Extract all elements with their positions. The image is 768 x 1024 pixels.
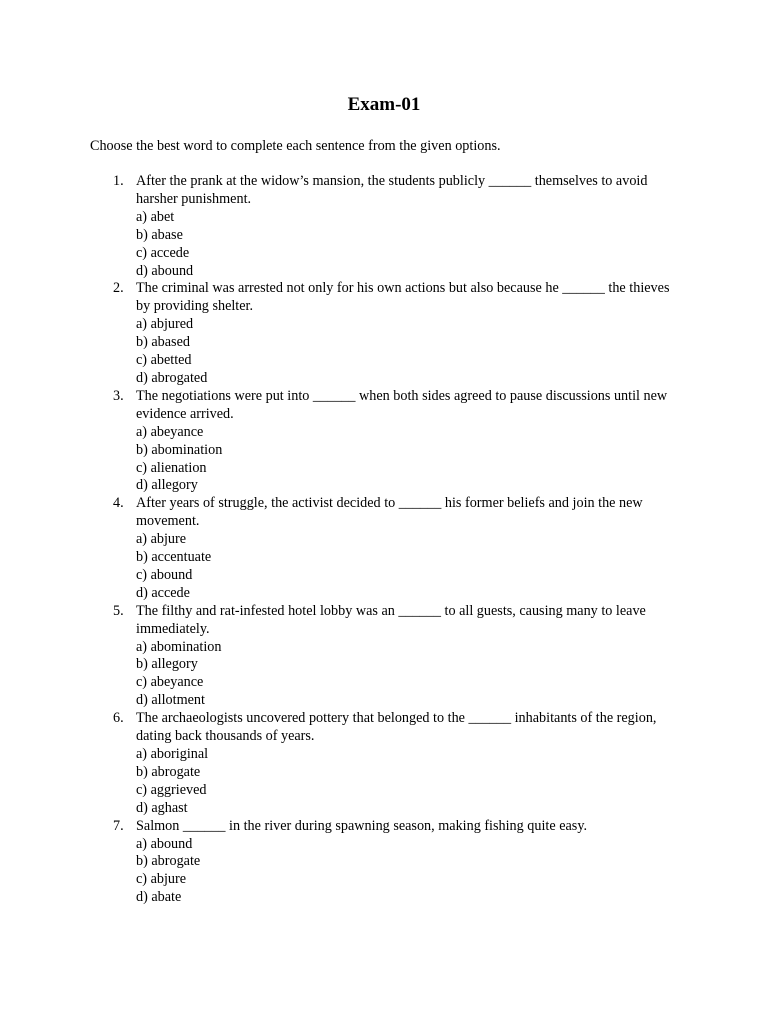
question-item [0, 818, 768, 908]
option-a: a) abjured [136, 316, 194, 333]
option-list [136, 746, 682, 818]
option-c: c) abeyance [136, 674, 204, 691]
option-d: d) abrogated [136, 369, 208, 386]
question-text: After the prank at the widow’s mansion, the students publicly ______ themselves to avoid harsher punishment. [136, 173, 648, 207]
option-b: b) abase [136, 226, 183, 243]
option-d: d) accede [136, 584, 190, 601]
option-c: c) abetted [136, 352, 192, 369]
question-body [136, 173, 682, 280]
instructions-text: Choose the best word to complete each sentence from the given options. [90, 138, 501, 154]
option-d: d) allegory [136, 477, 198, 494]
option-b: b) allegory [136, 656, 198, 673]
option-a: a) abeyance [136, 423, 204, 440]
option-a: a) abound [136, 835, 193, 852]
option-c: c) abjure [136, 871, 187, 888]
option-d: d) abound [136, 262, 194, 279]
option-b: b) abased [136, 334, 190, 351]
option-list [136, 531, 682, 603]
question-number: 7. [113, 817, 124, 834]
question-body [136, 495, 682, 602]
option-c: c) accede [136, 244, 190, 261]
option-c: c) abound [136, 566, 193, 583]
option-b: b) abrogate [136, 763, 201, 780]
question-number: 6. [113, 710, 124, 727]
option-d: d) aghast [136, 799, 188, 816]
option-b: b) abrogate [136, 853, 201, 870]
question-body [136, 818, 682, 908]
question-item [0, 173, 768, 280]
question-text: After years of struggle, the activist decided to ______ his former beliefs and join the new movement. [136, 495, 643, 530]
page-title: Exam-01 [347, 94, 421, 115]
option-a: a) abet [136, 208, 175, 225]
option-d: d) abate [136, 889, 182, 906]
option-c: c) aggrieved [136, 781, 207, 798]
question-item [0, 495, 768, 602]
question-text: The criminal was arrested not only for his own actions but also because he ______ the thieves by providing shelter. [136, 280, 670, 315]
option-b: b) accentuate [136, 549, 212, 566]
question-text: Salmon ______ in the river during spawning season, making fishing quite easy. [136, 817, 588, 834]
question-item [0, 280, 768, 387]
question-number: 3. [113, 387, 124, 404]
question-body [136, 280, 682, 387]
question-item [0, 603, 768, 710]
question-text: The archaeologists uncovered pottery that belonged to the ______ inhabitants of the region, dating back thousands of years. [136, 710, 657, 745]
question-number: 4. [113, 495, 124, 512]
option-list [136, 209, 682, 281]
option-a: a) abjure [136, 531, 187, 548]
option-list [136, 836, 682, 908]
question-body [136, 710, 682, 817]
question-text: The negotiations were put into ______ when both sides agreed to pause discussions until new evidence arrived. [136, 387, 668, 422]
question-body [136, 388, 682, 495]
question-item [0, 710, 768, 817]
question-item [0, 388, 768, 495]
question-text: The filthy and rat-infested hotel lobby was an ______ to all guests, causing many to leave immediately. [136, 602, 646, 637]
option-list [136, 424, 682, 496]
option-a: a) aboriginal [136, 746, 209, 762]
option-d: d) allotment [136, 692, 205, 709]
option-c: c) alienation [136, 459, 207, 476]
question-body [136, 603, 682, 710]
question-list [0, 173, 768, 907]
question-number: 5. [113, 602, 124, 619]
question-number: 1. [113, 173, 124, 189]
question-number: 2. [113, 280, 124, 297]
option-b: b) abomination [136, 441, 223, 458]
option-a: a) abomination [136, 638, 222, 655]
option-list [136, 316, 682, 388]
option-list [136, 639, 682, 711]
